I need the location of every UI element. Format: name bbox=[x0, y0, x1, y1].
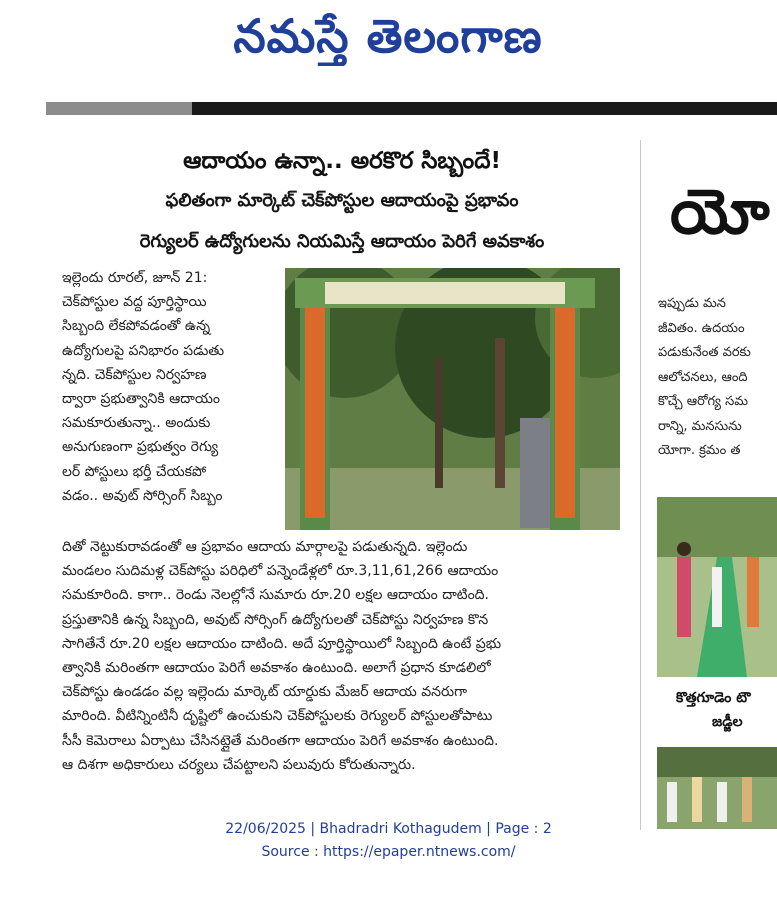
body-line: అనుగుణంగా ప్రభుత్వం రెగ్యు bbox=[62, 439, 219, 456]
group-yoga-photo bbox=[657, 747, 777, 829]
footer-date-edition: 22/06/2025 | Bhadradri Kothagudem | Page : 2 bbox=[225, 821, 552, 837]
body-line: ఆ దిశగా అధికారులు చర్యలు చేపట్టాలని పలువురు కోరుతున్నారు. bbox=[62, 756, 416, 773]
body-line: ఉద్యోగులపై పనిభారం పడుతు bbox=[62, 342, 225, 359]
body-line: సమకూరింది. కాగా.. రెండు నెలల్లోనే సుమారు రూ.20 లక్షల ఆదాయం దాటింది. bbox=[62, 587, 489, 604]
side-photo-caption bbox=[676, 686, 777, 734]
side-body-line: పడుకునేంత వరకు bbox=[658, 345, 751, 360]
article-body-wide bbox=[62, 535, 620, 777]
body-line: ప్రస్తుతానికి ఉన్న సిబ్బంది, అవుట్ సోర్సింగ్ ఉద్యోగులతో చెక్‌పోస్టు నిర్వహణ కొన bbox=[62, 611, 489, 628]
group-yoga-illustration bbox=[657, 747, 777, 829]
body-line: సాగితేనే రూ.20 లక్షల ఆదాయం దాటింది. అదే పూర్తిస్థాయిలో సిబ్బంది ఉంటే ప్రభు bbox=[62, 635, 502, 652]
caption-line: కొత్తగూడెం టౌ bbox=[676, 690, 751, 706]
gate-illustration bbox=[285, 268, 620, 530]
article-body-narrow bbox=[62, 266, 280, 508]
caption-line: జడ్జీల bbox=[712, 714, 743, 730]
article-headline: ఆదాయం ఉన్నా.. అరకొర సిబ్బందే! bbox=[183, 148, 501, 174]
side-body-line: ఆలోచనలు, ఆంది bbox=[658, 369, 748, 385]
yoga-illustration bbox=[657, 497, 777, 677]
side-article-body bbox=[658, 292, 777, 464]
body-line: వడం.. అవుట్ సోర్సింగ్ సిబ్బం bbox=[62, 487, 223, 504]
footer bbox=[0, 818, 777, 864]
side-article-headline: యో bbox=[670, 175, 770, 248]
yoga-photo bbox=[657, 497, 777, 677]
header-rule-grey bbox=[46, 102, 192, 115]
side-body-line: రాన్ని, మనసును bbox=[658, 418, 742, 434]
body-line: త్వానికి మరింతగా ఆదాయం పెరిగే అవకాశం ఉంటుంది. అలాగే ప్రధాన కూడలిలో bbox=[62, 660, 491, 677]
side-body-line: ఇప్పుడు మన bbox=[658, 296, 726, 311]
header-rule-black bbox=[192, 102, 777, 115]
body-line: చెక్‌పోస్టుల వద్ద పూర్తిస్థాయి bbox=[62, 294, 207, 311]
side-body-line: యోగా. క్రమం త bbox=[658, 443, 741, 458]
side-body-line: కొచ్చే ఆరోగ్య సమ bbox=[658, 394, 749, 409]
body-line: ద్వారా ప్రభుత్వానికి ఆదాయం bbox=[62, 391, 220, 408]
body-line: దితో నెట్టుకురావడంతో ఆ ప్రభావం ఆదాయ మార్గాలపై పడుతున్నది. ఇల్లెందు bbox=[62, 539, 468, 555]
newspaper-logo: నమస్తే తెలంగాణ bbox=[233, 9, 543, 63]
article-subheadline-1: ఫలితంగా మార్కెట్ చెక్‌పోస్టుల ఆదాయంపై ప్రభావం bbox=[165, 190, 519, 211]
body-line: ఇల్లెందు రూరల్, జూన్ 21: bbox=[62, 270, 208, 286]
body-line: సీసీ కెమెరాలు ఏర్పాటు చేసినట్లైతే మరింతగా ఆదాయం పెరిగే అవకాశం ఉంటుంది. bbox=[62, 732, 499, 749]
column-divider bbox=[640, 140, 641, 830]
masthead bbox=[0, 0, 777, 72]
side-body-line: జీవితం. ఉదయం bbox=[658, 320, 745, 336]
body-line: చెక్‌పోస్టు ఉండడం వల్ల ఇల్లెందు మార్కెట్ యార్డుకు మేజర్ ఆదాయ వనరుగా bbox=[62, 684, 468, 701]
body-line: న్నది. చెక్‌పోస్టుల నిర్వహణ bbox=[62, 366, 207, 383]
body-line: మారింది. వీటిన్నింటినీ దృష్టిలో ఉంచుకుని చెక్‌పోస్టులకు రెగ్యులర్ పోస్టులతోపాటు bbox=[62, 708, 493, 725]
body-line: సిబ్బంది లేకపోవడంతో ఉన్న bbox=[62, 318, 211, 335]
footer-source: Source : https://epaper.ntnews.com/ bbox=[261, 844, 516, 860]
body-line: సమకూరుతున్నా.. అందుకు bbox=[62, 415, 211, 432]
market-gate-photo bbox=[285, 268, 620, 530]
body-line: లర్ పోస్టులు భర్తీ చేయకపో bbox=[62, 463, 207, 480]
body-line: మండలం సుదిమళ్ల చెక్‌పోస్టు పరిధిలో పన్నెండేళ్లలో రూ.3,11,61,266 ఆదాయం bbox=[62, 563, 499, 580]
article-subheadline-2: రెగ్యులర్ ఉద్యోగులను నియమిస్తే ఆదాయం పెరిగే అవకాశం bbox=[139, 231, 545, 252]
